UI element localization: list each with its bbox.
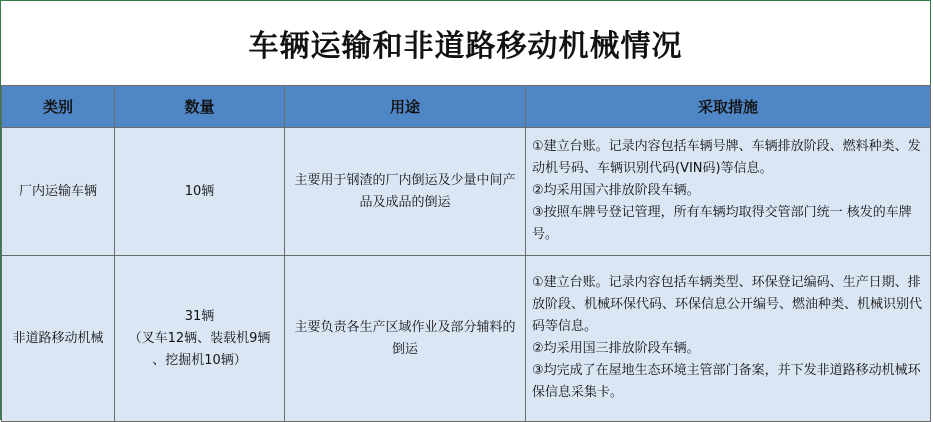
header-category: 类别 [2, 86, 115, 128]
page-title: 车辆运输和非道路移动机械情况 [248, 29, 683, 64]
quantity-line: 31辆 [184, 308, 215, 324]
table-header-row [2, 86, 931, 128]
measure-item: ③按照车牌号登记管理，所有车辆均取得交管部门统一 核发的车牌号。 [532, 205, 912, 242]
vehicle-machinery-table [1, 85, 931, 422]
quantity-cell [115, 128, 285, 256]
measure-item: ③均完成了在屋地生态环境主管部门备案，并下发非道路移动机械环保信息采集卡。 [532, 363, 921, 400]
table-row [2, 128, 931, 256]
measures-cell [526, 256, 931, 422]
category-cell: 厂内运输车辆 [2, 128, 115, 256]
category-cell: 非道路移动机械 [2, 256, 115, 422]
header-measures: 采取措施 [526, 86, 931, 128]
quantity-line: （叉车12辆、装载机9辆 [128, 330, 271, 346]
purpose-cell: 主要负责各生产区域作业及部分辅料的倒运 [285, 256, 526, 422]
measure-item: ②均采用国六排放阶段车辆。 [532, 183, 700, 198]
purpose-cell: 主要用于钢渣的厂内倒运及少量中间产品及成品的倒运 [285, 128, 526, 256]
measure-item: ①建立台账。记录内容包括车辆类型、环保登记编码、生产日期、排放阶段、机械环保代码、环保信息公开编号、燃油种类、机械识别代码等信息。 [532, 275, 923, 334]
header-purpose: 用途 [285, 86, 526, 128]
header-quantity: 数量 [115, 86, 285, 128]
measure-item: ①建立台账。记录内容包括车辆号牌、车辆排放阶段、燃料种类、发动机号码、车辆识别代码(VIN码)等信息。 [532, 139, 921, 176]
quantity-line: 10辆 [184, 183, 215, 199]
measures-cell [526, 128, 931, 256]
quantity-line: 、挖掘机10辆） [152, 352, 247, 368]
measure-item: ②均采用国三排放阶段车辆。 [532, 341, 700, 356]
table-row [2, 256, 931, 422]
quantity-cell [115, 256, 285, 422]
